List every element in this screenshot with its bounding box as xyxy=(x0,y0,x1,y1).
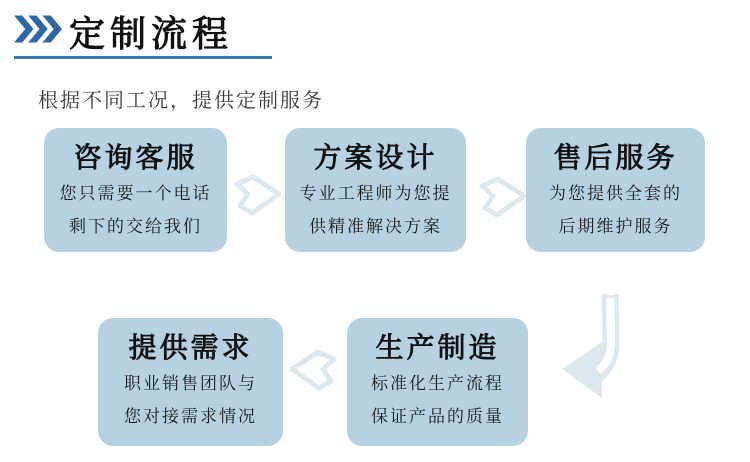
step-box-requirements xyxy=(98,318,283,446)
step-box-aftersales xyxy=(526,128,705,252)
step-box-production xyxy=(347,318,528,446)
step-title: 提供需求 xyxy=(128,332,253,363)
step-description-line: 您只需要一个电话 xyxy=(59,184,212,204)
step-box-design xyxy=(285,128,466,252)
arrow-right-icon xyxy=(232,171,284,219)
step-description-line: 您对接需求情况 xyxy=(124,407,257,427)
step-description-line: 职业销售团队与 xyxy=(124,374,257,394)
arrow-right-icon xyxy=(477,173,529,221)
step-description-line: 专业工程师为您提 xyxy=(299,184,452,204)
arrow-down-left-icon xyxy=(556,286,648,400)
page-header xyxy=(0,0,750,64)
title-underline xyxy=(14,56,272,59)
step-box-consult xyxy=(44,128,227,252)
page-subtitle: 根据不同工况，提供定制服务 xyxy=(38,90,324,112)
step-description-line: 供精准解决方案 xyxy=(309,217,442,237)
step-description-line: 标准化生产流程 xyxy=(371,374,504,394)
step-description-line: 为您提供全套的 xyxy=(549,184,682,204)
step-title: 方案设计 xyxy=(313,142,438,173)
step-description-line: 剩下的交给我们 xyxy=(69,217,202,237)
step-title: 生产制造 xyxy=(375,332,500,363)
step-title: 售后服务 xyxy=(553,142,678,173)
step-title: 咨询客服 xyxy=(73,142,198,173)
step-description-line: 保证产品的质量 xyxy=(371,407,504,427)
triple-chevron-right-icon xyxy=(14,11,62,47)
arrow-left-icon xyxy=(287,346,339,394)
step-description-line: 后期维护服务 xyxy=(558,217,673,237)
page-title: 定制流程 xyxy=(69,13,234,54)
